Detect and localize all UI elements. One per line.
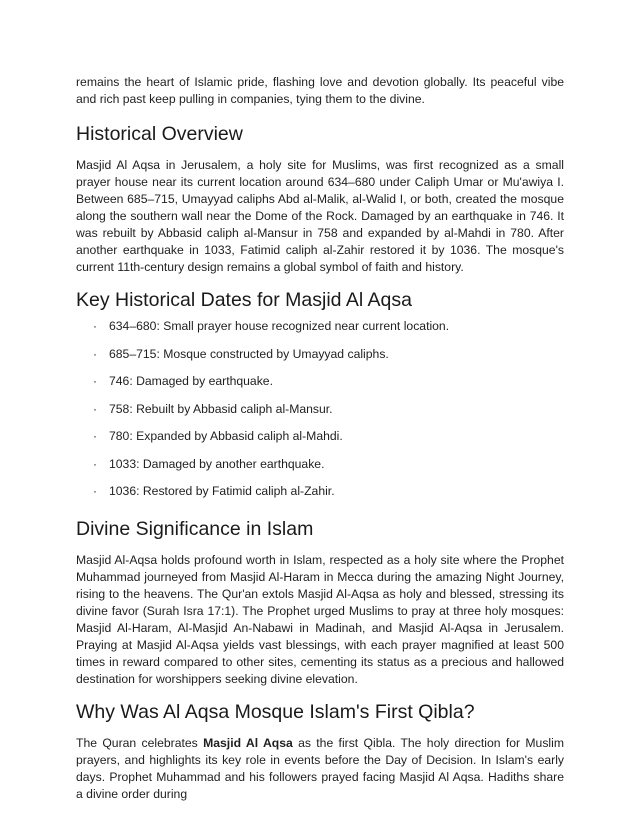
bullet-icon: · xyxy=(93,346,97,361)
bullet-icon: · xyxy=(93,319,97,333)
bullet-icon: · xyxy=(93,456,97,471)
list-item: · 746: Damaged by earthquake. xyxy=(93,374,273,388)
bullet-icon: · xyxy=(93,429,97,443)
list-item: · 758: Rebuilt by Abbasid caliph al-Mansur. xyxy=(93,401,333,416)
masjid-al-aqsa-bold: Masjid Al Aqsa xyxy=(203,735,293,750)
key-dates-heading: Key Historical Dates for Masjid Al Aqsa xyxy=(76,289,412,311)
divine-significance-paragraph: Masjid Al-Aqsa holds profound worth in Islam, respected as a holy site where the Prophet Muhammad journeyed from Masjid Al-Haram in Mecca during the amazing Night Journey, rising to the heavens. The Qur'an extols Masjid Al-Aqsa as holy and blessed, stressing its divine favor (Surah Isra 17:1). The Prophet urged Muslims to pray at three holy mosques: Masjid Al-Haram, Al-Masjid An-Nabawi in Madinah, and Masjid Al-Aqsa in Jerusalem. Praying at Masjid Al-Aqsa yields vast blessings, with each prayer magnified at least 500 times in reward compared to other sites, cementing its status as a precious and hallowed destination for worshippers seeking divine elevation. xyxy=(76,552,564,686)
list-item: · 780: Expanded by Abbasid caliph al-Mahdi. xyxy=(93,429,343,443)
list-item: · 1036: Restored by Fatimid caliph al-Zahir. xyxy=(93,484,335,498)
list-item: · 634–680: Small prayer house recognized near current location. xyxy=(93,319,450,333)
key-dates-list xyxy=(76,318,564,511)
historical-overview-heading: Historical Overview xyxy=(76,123,243,145)
intro-paragraph: remains the heart of Islamic pride, flashing love and devotion globally. Its peaceful vibe and rich past keep pulling in companies, tying them to the divine. xyxy=(76,75,564,106)
list-item: · 1033: Damaged by another earthquake. xyxy=(93,456,325,471)
first-qibla-paragraph: The Quran celebrates Masjid Al Aqsa as the first Qibla. The holy direction for Muslim prayers, and highlights its key role in events before the Day of Decision. In Islam's early days. Prophet Muhammad and his followers prayed facing Masjid Al Aqsa. Hadiths share a divine order during xyxy=(76,735,565,801)
divine-significance-heading: Divine Significance in Islam xyxy=(76,517,314,540)
bullet-icon: · xyxy=(93,374,97,388)
list-item: · 685–715: Mosque constructed by Umayyad caliphs. xyxy=(93,346,389,361)
bullet-icon: · xyxy=(93,401,97,416)
document-page xyxy=(76,74,564,803)
bullet-icon: · xyxy=(93,484,97,498)
first-qibla-heading: Why Was Al Aqsa Mosque Islam's First Qibla? xyxy=(76,700,475,723)
historical-overview-paragraph: Masjid Al Aqsa in Jerusalem, a holy site for Muslims, was first recognized as a small prayer house near its current location around 634–680 under Caliph Umar or Mu'awiya I. Between 685–715, Umayyad caliphs Abd al-Malik, al-Walid I, or both, created the mosque along the southern wall near the Dome of the Rock. Damaged by an earthquake in 746. It was rebuilt by Abbasid caliph al-Mansur in 758 and expanded by al-Mahdi in 780. After another earthquake in 1033, Fatimid caliph al-Zahir restored it by 1036. The mosque's current 11th-century design remains a global symbol of faith and history. xyxy=(76,158,564,274)
